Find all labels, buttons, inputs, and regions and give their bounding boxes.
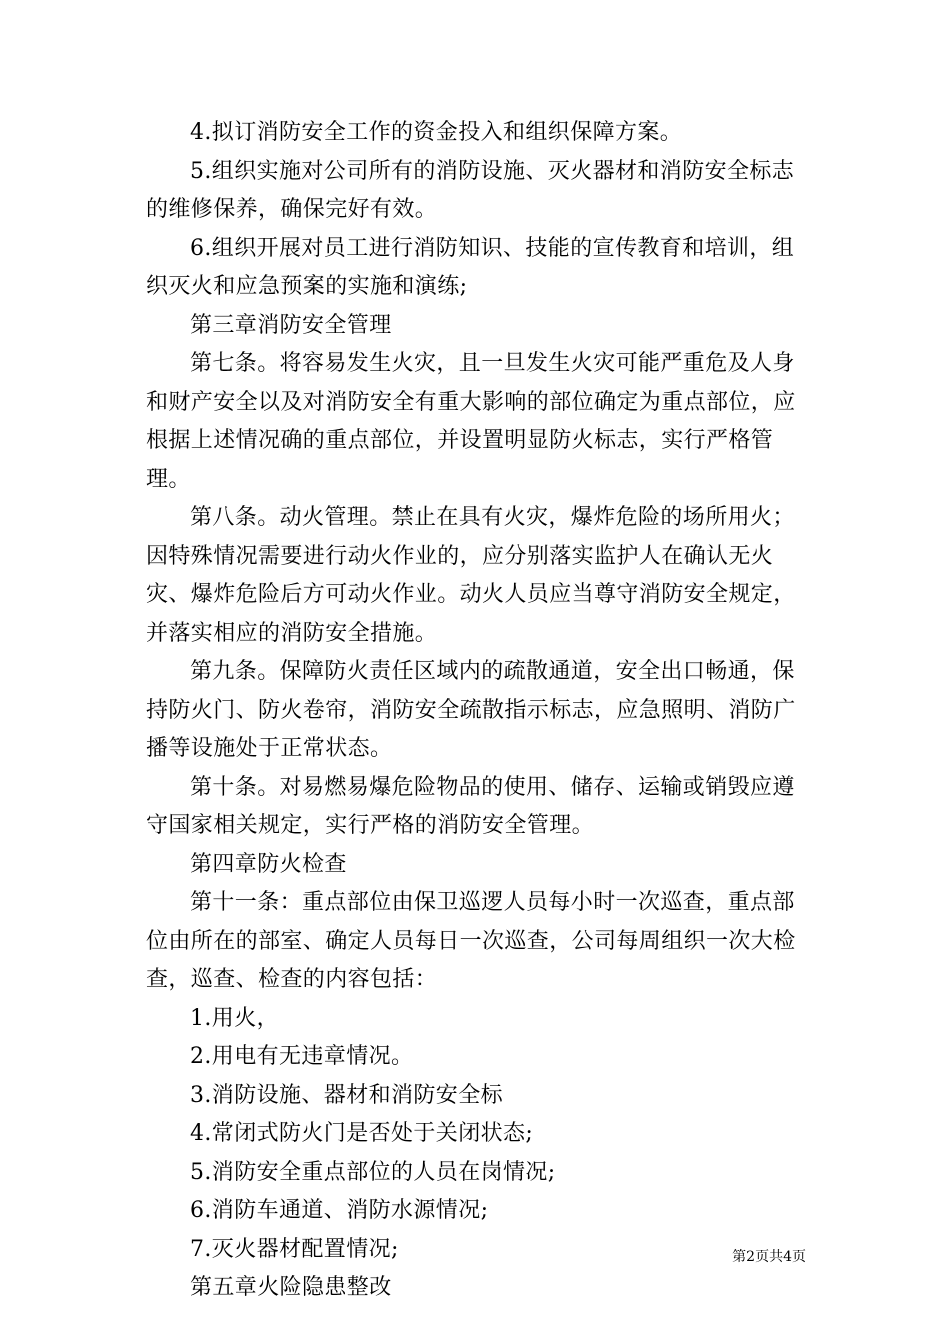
chapter-heading: 第三章消防安全管理 <box>190 312 392 338</box>
list-item: 3.消防设施、器材和消防安全标 <box>190 1082 503 1108</box>
list-item: 2.用电有无违章情况。 <box>190 1044 414 1069</box>
paragraph: 第九条。保障防火责任区域内的疏散通道，安全出口畅通，保持防火门、防火卷帘，消防安全疏散指示标志，应急照明、消防广播等设施处于正常状态。 <box>146 659 796 761</box>
paragraph: 5.组织实施对公司所有的消防设施、灭火器材和消防安全标志的维修保养，确保完好有效。 <box>146 158 795 222</box>
paragraph: 第十条。对易燃易爆危险物品的使用、储存、运输或销毁应遵守国家相关规定，实行严格的消防安全管理。 <box>146 774 795 838</box>
list-item: 5.消防安全重点部位的人员在岗情况; <box>190 1159 556 1185</box>
paragraph: 第十一条：重点部位由保卫巡逻人员每小时一次巡查，重点部位由所在的部室、确定人员每日一次巡查，公司每周组织一次大检查，巡查、检查的内容包括： <box>146 890 796 992</box>
paragraph: 第七条。将容易发生火灾，且一旦发生火灾可能严重危及人身和财产安全以及对消防安全有重大影响的部位确定为重点部位，应根据上述情况确的重点部位，并设置明显防火标志，实行严格管理。 <box>146 351 796 492</box>
list-item: 7.灭火器材配置情况; <box>190 1236 399 1262</box>
list-item: 4.常闭式防火门是否处于关闭状态; <box>190 1121 534 1146</box>
chapter-heading: 第五章火险隐患整改 <box>190 1275 392 1300</box>
paragraph: 6.组织开展对员工进行消防知识、技能的宣传教育和培训，组织灭火和应急预案的实施和演练; <box>146 235 795 299</box>
paragraph: 4.拟订消防安全工作的资金投入和组织保障方案。 <box>190 120 683 145</box>
list-item: 1.用火， <box>190 1005 279 1031</box>
chapter-heading: 第四章防火检查 <box>190 851 347 877</box>
list-item: 6.消防车通道、消防水源情况; <box>190 1198 489 1223</box>
document-body <box>146 114 810 1308</box>
paragraph: 第八条。动火管理。禁止在具有火灾，爆炸危险的场所用火；因特殊情况需要进行动火作业的，应分别落实监护人在确认无火灾、爆炸危险后方可动火作业。动火人员应当尊守消防安全规定，并落实相应的消防安全措施。 <box>146 505 796 646</box>
page-number: 第2页共4页 <box>732 1249 806 1265</box>
